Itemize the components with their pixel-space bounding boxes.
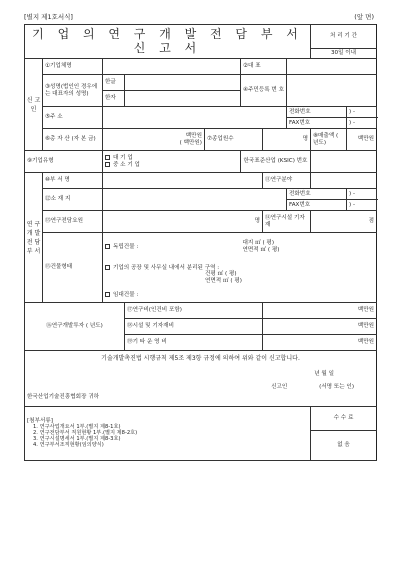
form-title: 기 업 의 연 구 개 발 전 담 부 서 신 고 서 <box>25 25 311 59</box>
company-name-label: ①기업체명 <box>43 59 103 75</box>
employees-label: ⑦종업원수 <box>205 129 263 151</box>
dept-name-field[interactable] <box>103 173 263 189</box>
employees-field[interactable]: 명 <box>263 129 311 151</box>
address-label: ⑤주 소 <box>43 107 103 129</box>
area-unit: ㎡ ( 평) <box>217 271 237 278</box>
fax-label: FAX번호 <box>287 118 347 129</box>
company-type-label: ⑨기업유형 <box>25 151 103 173</box>
location-field[interactable] <box>103 189 287 211</box>
page-side: (앞 면) <box>354 13 374 21</box>
phone-field[interactable]: ) - <box>347 107 377 118</box>
sme-label: 중 소 기 업 <box>113 161 140 168</box>
recipient: 한국산업기술진흥협회장 귀하 <box>27 394 100 401</box>
form-number: [별지 제1호서식] <box>24 13 73 21</box>
address-field[interactable] <box>103 107 287 129</box>
equipment-label: ⑭연구시설 기자재 <box>263 211 311 233</box>
floor2-unit: ㎡ ( 평) <box>223 277 242 284</box>
phone-label: 전화번호 <box>287 107 347 118</box>
hanja-name-field[interactable] <box>125 91 241 107</box>
rent-label: 임대건물 : <box>113 292 139 299</box>
staff-label: ⑬연구전담요원 <box>43 211 103 233</box>
independent-checkbox[interactable] <box>105 244 110 249</box>
floor2-label: 연면적 <box>205 277 222 284</box>
sign-field[interactable]: (서명 또는 인) <box>319 383 355 390</box>
independent-area <box>241 233 377 261</box>
floor-label: 연면적 <box>242 246 259 253</box>
ksic-label: 한국표준산업 (KSIC) 번호 <box>241 151 311 173</box>
dept-section-label: 연 구 개 발 전 담 부 서 <box>25 173 43 303</box>
sales-label: ⑧매출액 ( 년도) <box>311 129 347 151</box>
inside-checkbox[interactable] <box>105 265 110 270</box>
korean-name-field[interactable] <box>125 75 241 91</box>
assets-field[interactable] <box>103 129 205 151</box>
report-form-table <box>24 24 377 461</box>
facility-cost-field[interactable]: 백만원 <box>263 319 377 335</box>
other-cost-label: ⑲기 타 운 영 비 <box>125 335 263 351</box>
attachments-block <box>25 407 311 461</box>
attachment-item: 1. 연구사업개요서 1부.(별지 제8-1호) <box>33 423 121 430</box>
large-checkbox[interactable] <box>105 155 110 160</box>
equipment-field[interactable]: 점 <box>311 211 377 233</box>
resident-no-field[interactable] <box>287 75 377 107</box>
attachment-item: 2. 연구전담부서 직원현황 1부.(별지 제8-2호) <box>33 429 138 436</box>
ceo-label: ②대 표 <box>241 59 287 75</box>
large-label: 대 기 업 <box>113 155 133 162</box>
independent-option[interactable] <box>103 233 241 261</box>
staff-field[interactable]: 명 <box>103 211 263 233</box>
sales-field[interactable]: 백만원 <box>347 129 377 151</box>
inside-option[interactable] <box>103 261 377 289</box>
form-page <box>24 10 376 461</box>
company-name-field[interactable] <box>103 59 241 75</box>
other-cost-field[interactable]: 백만원 <box>263 335 377 351</box>
company-type-options <box>103 151 241 173</box>
floor-unit: ㎡ ( 평) <box>260 246 280 253</box>
korean-label: 한글 <box>103 75 125 91</box>
resident-no-label: ④주민등록 번 호 <box>241 75 287 107</box>
attachment-item: 3. 연구시설명세서 1부.(별지 제8-3호) <box>33 435 121 442</box>
rent-option[interactable] <box>103 289 377 303</box>
declaration-text: 기술개발촉진법 시행규칙 제5조 제3항 규정에 의하여 위와 같이 신고합니다. <box>101 355 300 363</box>
land-unit: ㎡ ( 평) <box>255 240 275 247</box>
signer-label: 신고인 <box>271 383 288 390</box>
area-label: 건평 <box>205 271 216 278</box>
dept-fax-label: FAX번호 <box>287 200 347 211</box>
hanja-label: 한자 <box>103 91 125 107</box>
independent-label: 독립건물 : <box>113 243 139 250</box>
location-label: ⑫소 재 지 <box>43 189 103 211</box>
labor-cost-field[interactable]: 백만원 <box>263 303 377 319</box>
dept-phone-label: 전화번호 <box>287 189 347 200</box>
field-input[interactable] <box>311 173 377 189</box>
ksic-field[interactable] <box>311 151 377 173</box>
land-label: 대지 <box>242 240 254 247</box>
rep-name-label: ③성명(법인인 경우에는 대표자의 성명) <box>43 75 103 107</box>
declaration-date[interactable]: 년 월 일 <box>314 371 335 378</box>
fax-field[interactable]: ) - <box>347 118 377 129</box>
dept-phone-field[interactable]: ) - <box>347 189 377 200</box>
floor-row <box>243 247 375 253</box>
rent-checkbox[interactable] <box>105 292 110 297</box>
fee-value: 없 음 <box>311 431 377 461</box>
investment-label: ⑯연구개발투자 ( 년도) <box>25 303 125 351</box>
building-label: ⑮건물형태 <box>43 233 103 303</box>
processing-period-label: 처 리 기 간 <box>311 25 377 49</box>
inside-label: 기업의 공장 및 사무실 내에서 분리된 구역 : <box>113 264 220 271</box>
processing-period-value: 30일 이내 <box>311 49 377 59</box>
dept-fax-field[interactable]: ) - <box>347 200 377 211</box>
field-label: ⑪연구분야 <box>263 173 311 189</box>
applicant-section-label: 신 고 인 <box>25 59 43 151</box>
assets-label: ⑥총 자 산 (자 본 금) <box>43 129 103 151</box>
sme-checkbox[interactable] <box>105 162 110 167</box>
facility-cost-label: ⑱시설 및 기자재비 <box>125 319 263 335</box>
capital-unit: ( 백만원) <box>179 139 202 146</box>
declaration-block <box>25 351 377 407</box>
labor-cost-label: ⑰연구비(인건비 포함) <box>125 303 263 319</box>
form-header <box>24 10 376 24</box>
assets-unit: 백만원 <box>185 133 202 140</box>
sme-option[interactable] <box>105 162 238 168</box>
fee-label: 수 수 료 <box>311 407 377 431</box>
attachments-title: [첨부서류] <box>27 418 53 425</box>
attachment-item: 4. 연구부서조직현황(임의양식) <box>33 441 104 448</box>
dept-name-label: ⑩부 서 명 <box>43 173 103 189</box>
ceo-field[interactable] <box>287 59 377 75</box>
signer-row <box>27 384 374 390</box>
floor2-row <box>105 278 374 284</box>
